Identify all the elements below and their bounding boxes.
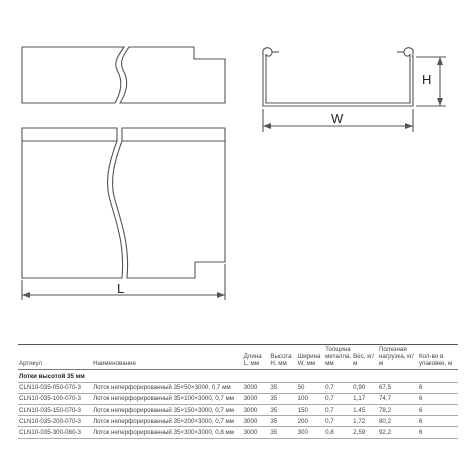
cell-name: Лоток неперфорированный 35×200×3000, 0,7 мм [92, 416, 243, 427]
cell-article: CLN10-035-050-070-3 [18, 382, 92, 393]
cell-load: 80,2 [378, 416, 418, 427]
cell-width: 200 [297, 416, 325, 427]
section-title: Лотки высотой 35 мм [18, 370, 458, 383]
table-row [18, 404, 458, 415]
top-view-left-part [22, 47, 124, 103]
cell-length: 3000 [243, 416, 270, 427]
dimension-h-label: H [422, 72, 432, 87]
cell-article: CLN10-035-300-080-3 [18, 427, 92, 438]
table-row [18, 393, 458, 404]
table-row [18, 416, 458, 427]
cell-height: 35 [269, 393, 296, 404]
cell-thickness: 0,7 [324, 416, 352, 427]
header-width: Ширина W, мм [297, 345, 325, 370]
table-row [18, 427, 458, 438]
header-height: Высота H, мм [269, 345, 296, 370]
cell-length: 3000 [243, 382, 270, 393]
cell-weight: 1,45 [352, 404, 378, 415]
cell-load: 74,7 [378, 393, 418, 404]
cell-name: Лоток неперфорированный 35×100×3000, 0,7 мм [92, 393, 243, 404]
cell-pack: 6 [418, 427, 458, 438]
cell-height: 35 [269, 427, 296, 438]
top-view-right-part [120, 47, 225, 103]
dimension-w-label: W [331, 111, 344, 126]
cell-weight: 1,72 [352, 416, 378, 427]
cell-article: CLN10-035-150-070-3 [18, 404, 92, 415]
header-load: Полезная нагрузка, кг/м [378, 345, 418, 370]
cell-pack: 6 [418, 416, 458, 427]
cell-weight: 1,17 [352, 393, 378, 404]
cell-width: 50 [297, 382, 325, 393]
cell-thickness: 0,7 [324, 393, 352, 404]
cell-pack: 6 [418, 382, 458, 393]
cell-pack: 6 [418, 404, 458, 415]
cell-name: Лоток неперфорированный 35×150×3000, 0,7 мм [92, 404, 243, 415]
table-header-row [18, 345, 458, 370]
cell-thickness: 0,7 [324, 382, 352, 393]
cell-name: Лоток неперфорированный 35×300×3000, 0,8 мм [92, 427, 243, 438]
cell-width: 300 [297, 427, 325, 438]
header-length: Длина L, мм [243, 345, 270, 370]
cell-article: CLN10-035-200-070-3 [18, 416, 92, 427]
cross-section-profile [263, 48, 413, 106]
header-pack: Кол-во в упаковке, м [418, 345, 458, 370]
cell-pack: 6 [418, 393, 458, 404]
cell-article: CLN10-035-100-070-3 [18, 393, 92, 404]
header-article: Артикул [18, 345, 92, 370]
cell-thickness: 0,7 [324, 404, 352, 415]
spec-table [18, 344, 458, 439]
header-name: Наименование [92, 345, 243, 370]
cell-height: 35 [269, 404, 296, 415]
cell-load: 67,5 [378, 382, 418, 393]
cell-load: 78,2 [378, 404, 418, 415]
cell-length: 3000 [243, 404, 270, 415]
cell-thickness: 0,8 [324, 427, 352, 438]
cell-height: 35 [269, 416, 296, 427]
cell-length: 3000 [243, 427, 270, 438]
front-view-left-part [22, 128, 123, 278]
cell-height: 35 [269, 382, 296, 393]
cell-name: Лоток неперфорированный 35×50×3000, 0,7 мм [92, 382, 243, 393]
dimension-l-label: L [117, 281, 125, 296]
front-view-right-part [113, 128, 225, 278]
cell-weight: 0,90 [352, 382, 378, 393]
cell-width: 100 [297, 393, 325, 404]
header-weight: Вес, кг/м [352, 345, 378, 370]
cell-length: 3000 [243, 393, 270, 404]
section-row [18, 370, 458, 383]
table-row [18, 382, 458, 393]
cell-load: 92,2 [378, 427, 418, 438]
cell-weight: 2,59 [352, 427, 378, 438]
cell-width: 150 [297, 404, 325, 415]
header-thickness: Толщина металла, мм [324, 345, 352, 370]
